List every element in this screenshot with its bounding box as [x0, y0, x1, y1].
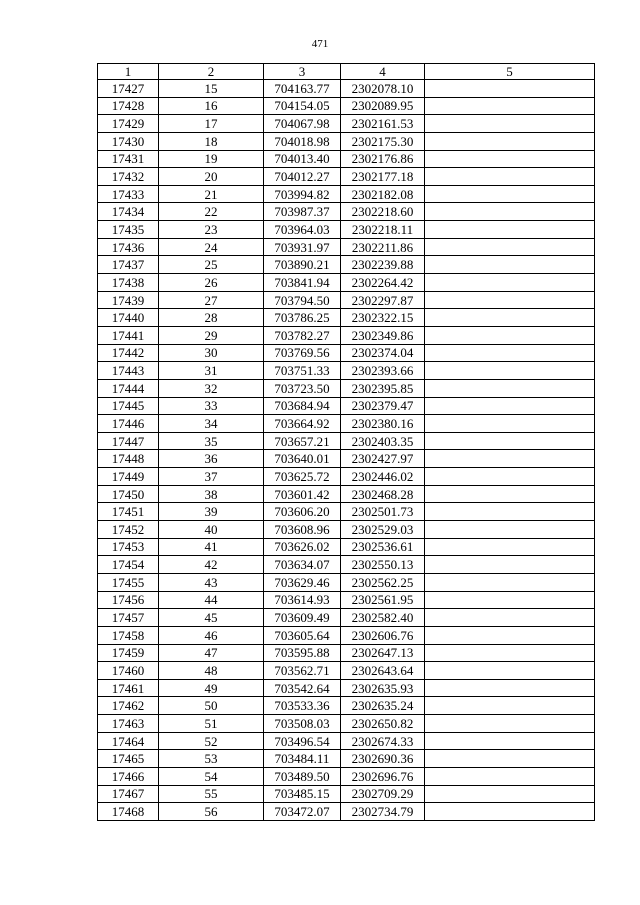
table-row	[98, 115, 595, 133]
table-cell-col-4: 2302536.61	[341, 538, 425, 556]
table-row	[98, 203, 595, 221]
table-cell-col-3: 703987.37	[264, 203, 341, 221]
table-cell-col-1: 17430	[98, 132, 159, 150]
table-cell-col-4: 2302403.35	[341, 432, 425, 450]
table-cell-col-3: 704154.05	[264, 97, 341, 115]
table-cell-col-3: 703562.71	[264, 662, 341, 680]
table-cell-col-2: 37	[159, 468, 264, 486]
table-cell-col-2: 35	[159, 432, 264, 450]
table-cell-col-3: 703657.21	[264, 432, 341, 450]
table-cell-col-5	[425, 679, 595, 697]
table-row	[98, 256, 595, 274]
table-cell-col-1: 17458	[98, 626, 159, 644]
table-cell-col-2: 54	[159, 767, 264, 785]
table-cell-col-1: 17465	[98, 750, 159, 768]
table-cell-col-1: 17427	[98, 80, 159, 98]
table-cell-col-3: 703640.01	[264, 450, 341, 468]
table-cell-col-5	[425, 591, 595, 609]
table-row	[98, 379, 595, 397]
table-cell-col-5	[425, 767, 595, 785]
table-cell-col-4: 2302561.95	[341, 591, 425, 609]
table-cell-col-3: 703595.88	[264, 644, 341, 662]
table-cell-col-1: 17440	[98, 309, 159, 327]
table-cell-col-3: 704067.98	[264, 115, 341, 133]
table-cell-col-1: 17448	[98, 450, 159, 468]
table-cell-col-2: 52	[159, 732, 264, 750]
table-cell-col-5	[425, 115, 595, 133]
table-cell-col-2: 36	[159, 450, 264, 468]
table-cell-col-5	[425, 785, 595, 803]
table-row	[98, 132, 595, 150]
table-cell-col-4: 2302468.28	[341, 485, 425, 503]
table-cell-col-3: 703782.27	[264, 326, 341, 344]
table-cell-col-2: 53	[159, 750, 264, 768]
table-row	[98, 679, 595, 697]
table-cell-col-2: 51	[159, 715, 264, 733]
table-cell-col-5	[425, 521, 595, 539]
table-cell-col-2: 16	[159, 97, 264, 115]
table-cell-col-4: 2302643.64	[341, 662, 425, 680]
table-cell-col-3: 703606.20	[264, 503, 341, 521]
table-row	[98, 538, 595, 556]
table-cell-col-2: 19	[159, 150, 264, 168]
table-row	[98, 168, 595, 186]
table-cell-col-1: 17466	[98, 767, 159, 785]
table-cell-col-5	[425, 238, 595, 256]
table-row	[98, 644, 595, 662]
table-cell-col-3: 704013.40	[264, 150, 341, 168]
table-row	[98, 415, 595, 433]
table-cell-col-5	[425, 362, 595, 380]
table-cell-col-2: 55	[159, 785, 264, 803]
table-cell-col-5	[425, 538, 595, 556]
table-row	[98, 221, 595, 239]
column-header-3: 3	[264, 64, 341, 80]
table-row	[98, 750, 595, 768]
table-cell-col-4: 2302211.86	[341, 238, 425, 256]
table-row	[98, 591, 595, 609]
table-cell-col-4: 2302550.13	[341, 556, 425, 574]
table-row	[98, 662, 595, 680]
table-cell-col-4: 2302322.15	[341, 309, 425, 327]
table-cell-col-1: 17457	[98, 609, 159, 627]
table-cell-col-3: 703751.33	[264, 362, 341, 380]
table-row	[98, 626, 595, 644]
table-cell-col-1: 17444	[98, 379, 159, 397]
table-row	[98, 503, 595, 521]
table-row	[98, 803, 595, 821]
table-body	[98, 80, 595, 821]
table-cell-col-1: 17455	[98, 573, 159, 591]
table-cell-col-2: 42	[159, 556, 264, 574]
table-cell-col-2: 47	[159, 644, 264, 662]
column-header-2: 2	[159, 64, 264, 80]
page-number: 471	[311, 38, 329, 50]
table-cell-col-5	[425, 132, 595, 150]
table-cell-col-4: 2302089.95	[341, 97, 425, 115]
column-header-4: 4	[341, 64, 425, 80]
table-cell-col-5	[425, 644, 595, 662]
table-cell-col-2: 31	[159, 362, 264, 380]
table-cell-col-4: 2302380.16	[341, 415, 425, 433]
table-cell-col-4: 2302674.33	[341, 732, 425, 750]
table-cell-col-5	[425, 732, 595, 750]
table-row	[98, 697, 595, 715]
table-cell-col-4: 2302177.18	[341, 168, 425, 186]
table-cell-col-4: 2302501.73	[341, 503, 425, 521]
table-cell-col-1: 17439	[98, 291, 159, 309]
table-row	[98, 450, 595, 468]
table-cell-col-3: 703533.36	[264, 697, 341, 715]
table-cell-col-2: 46	[159, 626, 264, 644]
table-cell-col-2: 23	[159, 221, 264, 239]
table-cell-col-2: 17	[159, 115, 264, 133]
table-row	[98, 397, 595, 415]
table-cell-col-4: 2302446.02	[341, 468, 425, 486]
table-cell-col-2: 44	[159, 591, 264, 609]
table-cell-col-2: 48	[159, 662, 264, 680]
table-cell-col-1: 17436	[98, 238, 159, 256]
table-cell-col-2: 50	[159, 697, 264, 715]
table-cell-col-4: 2302161.53	[341, 115, 425, 133]
table-cell-col-4: 2302218.11	[341, 221, 425, 239]
table-cell-col-1: 17434	[98, 203, 159, 221]
table-cell-col-4: 2302374.04	[341, 344, 425, 362]
table-cell-col-3: 703786.25	[264, 309, 341, 327]
table-cell-col-4: 2302175.30	[341, 132, 425, 150]
table-cell-col-2: 41	[159, 538, 264, 556]
table-cell-col-3: 703723.50	[264, 379, 341, 397]
table-cell-col-5	[425, 150, 595, 168]
table-row	[98, 150, 595, 168]
table-cell-col-3: 703625.72	[264, 468, 341, 486]
table-cell-col-4: 2302176.86	[341, 150, 425, 168]
table-cell-col-2: 18	[159, 132, 264, 150]
table-row	[98, 485, 595, 503]
table-cell-col-3: 703601.42	[264, 485, 341, 503]
table-cell-col-3: 703769.56	[264, 344, 341, 362]
table-cell-col-5	[425, 626, 595, 644]
table-cell-col-1: 17452	[98, 521, 159, 539]
table-cell-col-1: 17463	[98, 715, 159, 733]
table-cell-col-1: 17432	[98, 168, 159, 186]
table-cell-col-2: 20	[159, 168, 264, 186]
table-cell-col-5	[425, 379, 595, 397]
table-cell-col-2: 33	[159, 397, 264, 415]
table-cell-col-5	[425, 715, 595, 733]
table-cell-col-3: 703484.11	[264, 750, 341, 768]
table-cell-col-5	[425, 415, 595, 433]
table-cell-col-1: 17431	[98, 150, 159, 168]
table-cell-col-3: 703684.94	[264, 397, 341, 415]
table-cell-col-5	[425, 468, 595, 486]
table-row	[98, 326, 595, 344]
table-cell-col-5	[425, 485, 595, 503]
table-cell-col-4: 2302379.47	[341, 397, 425, 415]
table-cell-col-2: 45	[159, 609, 264, 627]
table-cell-col-2: 40	[159, 521, 264, 539]
table-row	[98, 344, 595, 362]
table-cell-col-4: 2302562.25	[341, 573, 425, 591]
table-cell-col-4: 2302239.88	[341, 256, 425, 274]
table-cell-col-4: 2302218.60	[341, 203, 425, 221]
header-row	[98, 64, 595, 80]
table-cell-col-5	[425, 203, 595, 221]
table-row	[98, 97, 595, 115]
table-row	[98, 715, 595, 733]
column-header-1: 1	[98, 64, 159, 80]
table-cell-col-3: 703605.64	[264, 626, 341, 644]
table-cell-col-5	[425, 291, 595, 309]
table-cell-col-5	[425, 221, 595, 239]
table-cell-col-3: 704163.77	[264, 80, 341, 98]
table-cell-col-3: 703629.46	[264, 573, 341, 591]
table-cell-col-1: 17433	[98, 185, 159, 203]
table-cell-col-5	[425, 97, 595, 115]
table-header	[98, 64, 595, 80]
table-row	[98, 238, 595, 256]
table-cell-col-4: 2302647.13	[341, 644, 425, 662]
table-cell-col-4: 2302395.85	[341, 379, 425, 397]
table-cell-col-4: 2302690.36	[341, 750, 425, 768]
table-cell-col-1: 17462	[98, 697, 159, 715]
table-cell-col-4: 2302582.40	[341, 609, 425, 627]
table-row	[98, 573, 595, 591]
table-cell-col-3: 703794.50	[264, 291, 341, 309]
table-row	[98, 521, 595, 539]
table-cell-col-5	[425, 450, 595, 468]
table-cell-col-1: 17447	[98, 432, 159, 450]
table-cell-col-1: 17454	[98, 556, 159, 574]
table-row	[98, 767, 595, 785]
table-cell-col-2: 56	[159, 803, 264, 821]
table-cell-col-4: 2302297.87	[341, 291, 425, 309]
table-cell-col-2: 39	[159, 503, 264, 521]
table-cell-col-5	[425, 185, 595, 203]
table-cell-col-1: 17438	[98, 274, 159, 292]
table-cell-col-1: 17449	[98, 468, 159, 486]
table-cell-col-4: 2302264.42	[341, 274, 425, 292]
table-cell-col-3: 703664.92	[264, 415, 341, 433]
table-row	[98, 432, 595, 450]
table-cell-col-5	[425, 662, 595, 680]
table-cell-col-1: 17428	[98, 97, 159, 115]
coordinates-table	[97, 63, 595, 821]
table-cell-col-4: 2302635.24	[341, 697, 425, 715]
table-cell-col-3: 703485.15	[264, 785, 341, 803]
table-cell-col-5	[425, 803, 595, 821]
table-cell-col-5	[425, 309, 595, 327]
table-cell-col-5	[425, 697, 595, 715]
table-cell-col-2: 15	[159, 80, 264, 98]
table-cell-col-5	[425, 609, 595, 627]
table-cell-col-3: 703609.49	[264, 609, 341, 627]
table-row	[98, 309, 595, 327]
table-cell-col-2: 26	[159, 274, 264, 292]
table-cell-col-1: 17456	[98, 591, 159, 609]
table-cell-col-3: 703608.96	[264, 521, 341, 539]
table-row	[98, 291, 595, 309]
table-cell-col-1: 17441	[98, 326, 159, 344]
table-row	[98, 609, 595, 627]
table-cell-col-1: 17437	[98, 256, 159, 274]
table-cell-col-1: 17429	[98, 115, 159, 133]
table-cell-col-5	[425, 432, 595, 450]
table-cell-col-1: 17443	[98, 362, 159, 380]
table-cell-col-4: 2302635.93	[341, 679, 425, 697]
table-cell-col-3: 703496.54	[264, 732, 341, 750]
table-row	[98, 556, 595, 574]
table-cell-col-1: 17453	[98, 538, 159, 556]
table-cell-col-5	[425, 326, 595, 344]
table-cell-col-2: 29	[159, 326, 264, 344]
column-header-5: 5	[425, 64, 595, 80]
table-cell-col-5	[425, 168, 595, 186]
table-cell-col-5	[425, 344, 595, 362]
table-cell-col-5	[425, 274, 595, 292]
table-row	[98, 785, 595, 803]
table-cell-col-1: 17464	[98, 732, 159, 750]
table-cell-col-2: 27	[159, 291, 264, 309]
table-cell-col-5	[425, 80, 595, 98]
table-cell-col-1: 17450	[98, 485, 159, 503]
table-cell-col-2: 49	[159, 679, 264, 697]
table-cell-col-3: 704018.98	[264, 132, 341, 150]
table-cell-col-1: 17446	[98, 415, 159, 433]
table-cell-col-3: 703542.64	[264, 679, 341, 697]
table-cell-col-4: 2302606.76	[341, 626, 425, 644]
table-cell-col-4: 2302182.08	[341, 185, 425, 203]
table-row	[98, 185, 595, 203]
table-cell-col-4: 2302529.03	[341, 521, 425, 539]
table-cell-col-5	[425, 573, 595, 591]
table-cell-col-3: 703841.94	[264, 274, 341, 292]
table-cell-col-3: 703489.50	[264, 767, 341, 785]
table-cell-col-1: 17460	[98, 662, 159, 680]
table-cell-col-3: 703508.03	[264, 715, 341, 733]
table-cell-col-3: 703634.07	[264, 556, 341, 574]
table-cell-col-1: 17442	[98, 344, 159, 362]
table-cell-col-2: 32	[159, 379, 264, 397]
table-cell-col-1: 17445	[98, 397, 159, 415]
table-cell-col-2: 21	[159, 185, 264, 203]
table-row	[98, 362, 595, 380]
table-cell-col-4: 2302734.79	[341, 803, 425, 821]
table-cell-col-2: 28	[159, 309, 264, 327]
table-cell-col-4: 2302696.76	[341, 767, 425, 785]
table-cell-col-3: 703994.82	[264, 185, 341, 203]
table-cell-col-4: 2302349.86	[341, 326, 425, 344]
table-row	[98, 468, 595, 486]
table-row	[98, 80, 595, 98]
table-cell-col-2: 22	[159, 203, 264, 221]
table-cell-col-3: 704012.27	[264, 168, 341, 186]
table-cell-col-2: 34	[159, 415, 264, 433]
table-cell-col-5	[425, 397, 595, 415]
table-cell-col-1: 17451	[98, 503, 159, 521]
table-cell-col-3: 703964.03	[264, 221, 341, 239]
table-cell-col-1: 17461	[98, 679, 159, 697]
table-cell-col-1: 17467	[98, 785, 159, 803]
table-cell-col-4: 2302078.10	[341, 80, 425, 98]
table-cell-col-3: 703890.21	[264, 256, 341, 274]
table-cell-col-1: 17459	[98, 644, 159, 662]
table-cell-col-5	[425, 750, 595, 768]
table-cell-col-2: 30	[159, 344, 264, 362]
table-cell-col-2: 38	[159, 485, 264, 503]
table-cell-col-4: 2302650.82	[341, 715, 425, 733]
table-cell-col-2: 25	[159, 256, 264, 274]
table-cell-col-4: 2302709.29	[341, 785, 425, 803]
table-cell-col-1: 17435	[98, 221, 159, 239]
table-cell-col-3: 703626.02	[264, 538, 341, 556]
table-cell-col-3: 703931.97	[264, 238, 341, 256]
table-cell-col-5	[425, 556, 595, 574]
table-cell-col-4: 2302427.97	[341, 450, 425, 468]
table-cell-col-2: 24	[159, 238, 264, 256]
table-cell-col-4: 2302393.66	[341, 362, 425, 380]
table-cell-col-1: 17468	[98, 803, 159, 821]
table-row	[98, 732, 595, 750]
table-cell-col-3: 703614.93	[264, 591, 341, 609]
table-cell-col-5	[425, 256, 595, 274]
table-cell-col-2: 43	[159, 573, 264, 591]
table-row	[98, 274, 595, 292]
table-cell-col-3: 703472.07	[264, 803, 341, 821]
table-cell-col-5	[425, 503, 595, 521]
